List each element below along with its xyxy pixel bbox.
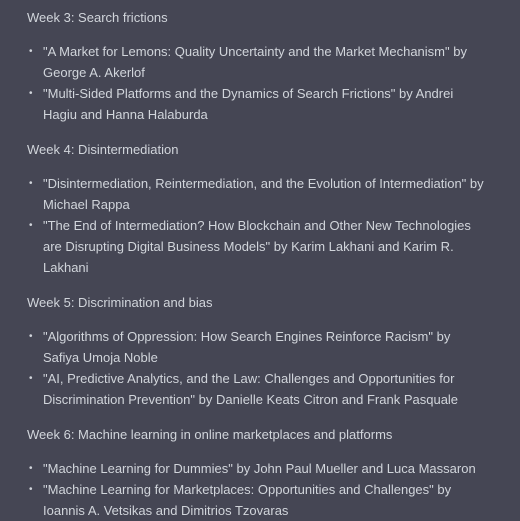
reading-text: "Machine Learning for Marketplaces: Opportunities and Challenges" by Ioannis A. Vetsikas and Dimitrios Tzovaras <box>43 482 452 518</box>
bullet-icon: • <box>29 484 33 495</box>
reading-text: "Algorithms of Oppression: How Search Engines Reinforce Racism" by Safiya Umoja Noble <box>43 329 451 365</box>
reading-text: "Multi-Sided Platforms and the Dynamics of Search Frictions" by Andrei Hagiu and Hanna Halaburda <box>43 86 454 122</box>
reading-list <box>27 41 493 125</box>
week-section <box>27 292 493 410</box>
bullet-icon: • <box>29 373 33 384</box>
week-section <box>27 139 493 278</box>
week-title: Week 3: Search frictions <box>27 10 168 25</box>
list-item <box>27 479 493 521</box>
reading-list <box>27 458 493 521</box>
bullet-icon: • <box>29 88 33 99</box>
bullet-icon: • <box>29 463 33 474</box>
week-title: Week 4: Disintermediation <box>27 142 179 157</box>
reading-text: "A Market for Lemons: Quality Uncertainty and the Market Mechanism" by George A. Akerlof <box>43 44 467 80</box>
bullet-icon: • <box>29 178 33 189</box>
bullet-icon: • <box>29 46 33 57</box>
week-section <box>27 424 493 521</box>
list-item <box>27 458 493 479</box>
reading-list <box>27 326 493 410</box>
list-item <box>27 215 493 278</box>
list-item <box>27 41 493 83</box>
week-title: Week 6: Machine learning in online marketplaces and platforms <box>27 427 393 442</box>
reading-text: "AI, Predictive Analytics, and the Law: Challenges and Opportunities for Discrimination Prevention" by Danielle Keats Citron and Frank Pasquale <box>43 371 459 407</box>
list-item <box>27 83 493 125</box>
bullet-icon: • <box>29 331 33 342</box>
reading-list <box>27 173 493 278</box>
bullet-icon: • <box>29 220 33 231</box>
list-item <box>27 326 493 368</box>
list-item <box>27 173 493 215</box>
reading-text: "Machine Learning for Dummies" by John Paul Mueller and Luca Massaron <box>43 461 476 476</box>
reading-text: "Disintermediation, Reintermediation, and the Evolution of Intermediation" by Michael Rappa <box>43 176 484 212</box>
week-section <box>27 7 493 125</box>
week-title: Week 5: Discrimination and bias <box>27 295 213 310</box>
list-item <box>27 368 493 410</box>
reading-text: "The End of Intermediation? How Blockchain and Other New Technologies are Disrupting Digital Business Models" by Karim Lakhani and Karim R. Lakhani <box>43 218 471 275</box>
